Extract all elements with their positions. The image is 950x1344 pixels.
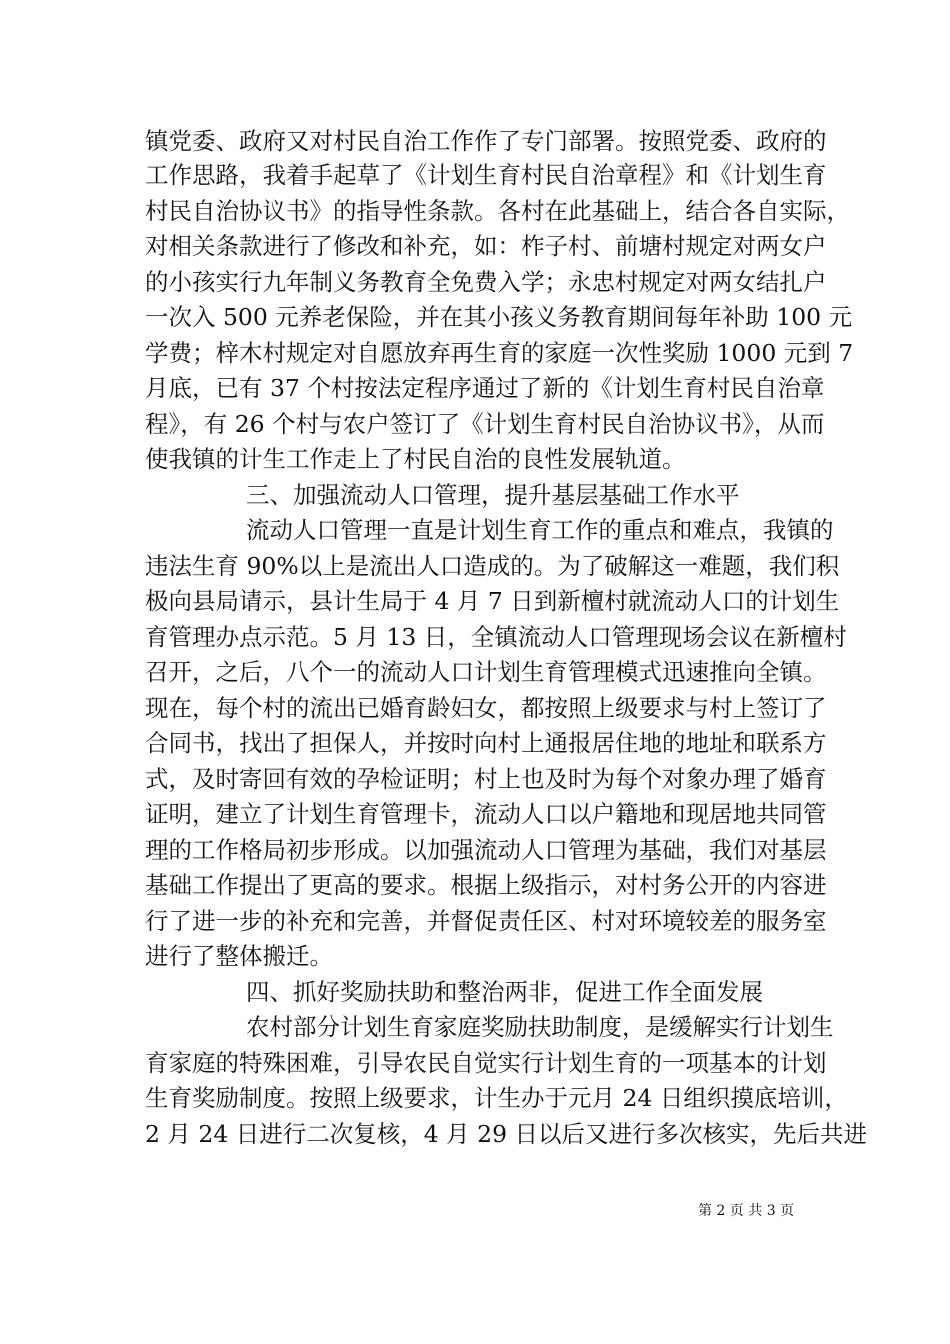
body-text-line: 育家庭的特殊困难，引导农民自觉实行计划生育的一项基本的计划 bbox=[145, 1049, 827, 1077]
body-text-line: 一次入 500 元养老保险，并在其小孩义务教育期间每年补助 100 元 bbox=[145, 303, 853, 331]
body-text-line: 程》，有 26 个村与农户签订了《计划生育村民自治协议书》，从而 bbox=[145, 410, 825, 438]
body-text-line: 现在，每个村的流出已婚育龄妇女，都按照上级要求与村上签订了 bbox=[145, 694, 827, 722]
body-text-line: 基础工作提出了更高的要求。根据上级指示，对村务公开的内容进 bbox=[145, 871, 827, 899]
body-text-line: 违法生育 90%以上是流出人口造成的。为了破解这一难题，我们积 bbox=[145, 552, 840, 580]
section-heading: 四、抓好奖励扶助和整治两非，促进工作全面发展 bbox=[246, 978, 763, 1006]
body-text-line: 理的工作格局初步形成。以加强流动人口管理为基础，我们对基层 bbox=[145, 836, 827, 864]
body-text-line: 合同书，找出了担保人，并按时向村上通报居住地的地址和联系方 bbox=[145, 729, 827, 757]
body-text-line: 对相关条款进行了修改和补充，如：柞子村、前塘村规定对两女户 bbox=[145, 232, 827, 260]
body-text-line: 行了进一步的补充和完善，并督促责任区、村对环境较差的服务室 bbox=[145, 907, 827, 935]
page-number-footer: 第 2 页 共 3 页 bbox=[698, 1203, 795, 1219]
body-text-line: 式，及时寄回有效的孕检证明；村上也及时为每个对象办理了婚育 bbox=[145, 765, 827, 793]
body-text-line: 使我镇的计生工作走上了村民自治的良性发展轨道。 bbox=[145, 445, 686, 473]
paragraph-first-line: 流动人口管理一直是计划生育工作的重点和难点，我镇的 bbox=[246, 516, 834, 544]
body-text-line: 极向县局请示，县计生局于 4 月 7 日到新檀村就流动人口的计划生 bbox=[145, 587, 840, 615]
body-text-line: 证明，建立了计划生育管理卡，流动人口以户籍地和现居地共同管 bbox=[145, 800, 827, 828]
body-text-line: 生育奖励制度。按照上级要求，计生办于元月 24 日组织摸底培训， bbox=[145, 1084, 848, 1112]
body-text-line: 召开，之后，八个一的流动人口计划生育管理模式迅速推向全镇。 bbox=[145, 658, 827, 686]
section-heading: 三、加强流动人口管理，提升基层基础工作水平 bbox=[246, 481, 740, 509]
body-text-line: 工作思路，我着手起草了《计划生育村民自治章程》和《计划生育 bbox=[145, 161, 827, 189]
body-text-line: 镇党委、政府又对村民自治工作作了专门部署。按照党委、政府的 bbox=[145, 127, 827, 155]
body-text-line: 月底，已有 37 个村按法定程序通过了新的《计划生育村民自治章 bbox=[145, 374, 825, 402]
paragraph-first-line: 农村部分计划生育家庭奖励扶助制度，是缓解实行计划生 bbox=[246, 1013, 834, 1041]
body-text-line: 育管理办点示范。5 月 13 日，全镇流动人口管理现场会议在新檀村 bbox=[145, 623, 847, 651]
body-text-line: 进行了整体搬迁。 bbox=[145, 942, 333, 970]
body-text-line: 学费；梓木村规定对自愿放弃再生育的家庭一次性奖励 1000 元到 7 bbox=[145, 339, 854, 367]
body-text-line: 村民自治协议书》的指导性条款。各村在此基础上，结合各自实际， bbox=[145, 197, 850, 225]
body-text-line: 2 月 24 日进行二次复核，4 月 29 日以后又进行多次核实，先后共进 bbox=[145, 1120, 868, 1148]
body-text-line: 的小孩实行九年制义务教育全免费入学；永忠村规定对两女结扎户 bbox=[145, 268, 827, 296]
